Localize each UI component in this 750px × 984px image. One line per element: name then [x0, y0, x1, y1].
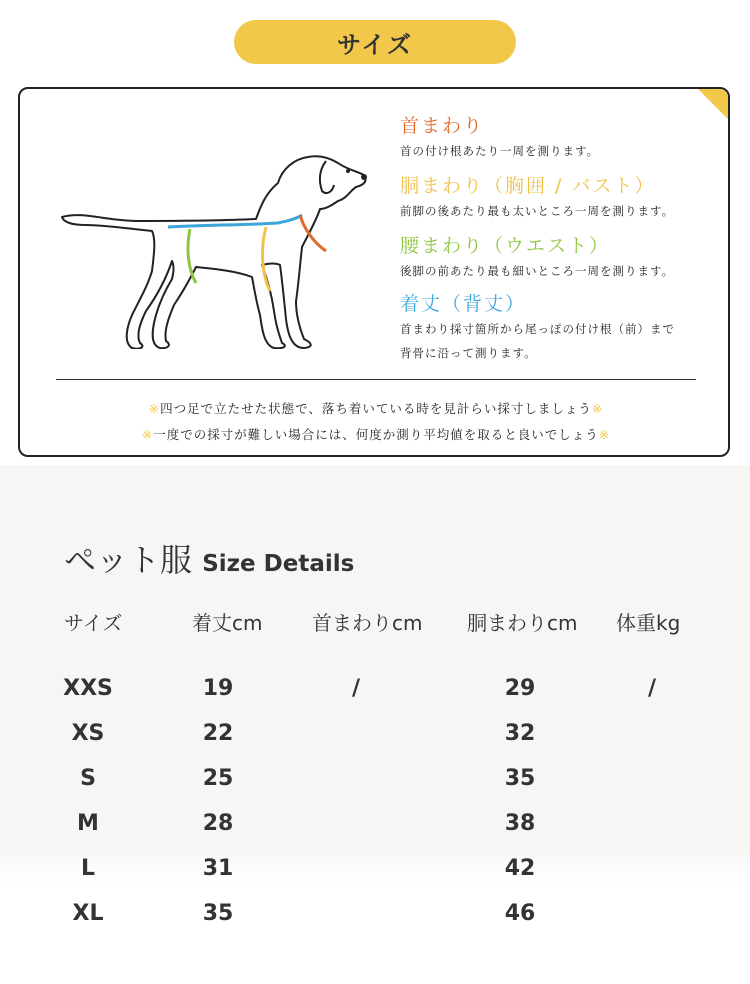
note-2-mark-end: ※	[598, 427, 611, 442]
size-cell: XL	[72, 901, 104, 926]
chest-desc: 前脚の後あたり最も太いところ一周を測ります。	[400, 204, 675, 218]
size-cell: XXS	[63, 676, 113, 701]
details-title	[64, 535, 354, 581]
length-cell: 35	[202, 901, 234, 926]
details-title-sub: Size Details	[202, 551, 355, 577]
neck-cell: /	[351, 676, 361, 701]
length-cell: 22	[202, 721, 234, 746]
header-length: 着丈cm	[192, 611, 263, 635]
waist-title: 腰まわり（ウエスト）	[400, 235, 611, 257]
measurement-guide-box	[18, 87, 730, 457]
dog-eye	[346, 169, 350, 173]
chest-cell: 42	[504, 856, 536, 881]
length-cell: 28	[202, 811, 234, 836]
header-weight: 体重kg	[616, 611, 681, 635]
header-neck: 首まわりcm	[312, 611, 423, 635]
note-2-text: 一度での採寸が難しい場合には、何度か測り平均値を取ると良いでしょう	[153, 427, 599, 442]
note-1-mark-start: ※	[148, 401, 161, 416]
header-size: サイズ	[64, 611, 123, 635]
note-1	[20, 399, 730, 417]
note-1-text: 四つ足で立たせた状態で、落ち着いている時を見計らい採寸しましょう	[160, 401, 592, 416]
chest-line	[263, 227, 270, 291]
corner-triangle-decoration	[696, 87, 730, 121]
chest-cell: 46	[504, 901, 536, 926]
note-1-mark-end: ※	[591, 401, 604, 416]
details-title-main: ペット服	[64, 541, 193, 579]
size-cell: L	[80, 856, 96, 881]
length-cell: 31	[202, 856, 234, 881]
neck-desc: 首の付け根あたり一周を測ります。	[400, 144, 600, 158]
size-cell: M	[77, 811, 99, 836]
back-length-desc-2: 背骨に沿って測ります。	[400, 346, 537, 360]
size-cell: S	[80, 766, 96, 791]
note-2	[20, 425, 730, 443]
neck-title: 首まわり	[400, 115, 485, 137]
length-cell: 19	[202, 676, 234, 701]
size-header-pill	[234, 20, 516, 64]
chest-cell: 38	[504, 811, 536, 836]
chest-cell: 29	[504, 676, 536, 701]
size-header-label: サイズ	[336, 30, 414, 59]
divider-line	[56, 379, 696, 380]
neck-line	[300, 215, 326, 251]
back-length-desc-1: 首まわり採寸箇所から尾っぽの付け根（前）まで	[400, 322, 675, 336]
back-length-title: 着丈（背丈）	[400, 293, 527, 315]
waist-line	[188, 229, 196, 283]
note-2-mark-start: ※	[141, 427, 154, 442]
length-cell: 25	[202, 766, 234, 791]
chest-cell: 32	[504, 721, 536, 746]
waist-desc: 後脚の前あたり最も細いところ一周を測ります。	[400, 264, 675, 278]
size-cell: XS	[71, 721, 105, 746]
chest-cell: 35	[504, 766, 536, 791]
dog-illustration	[56, 139, 376, 349]
header-chest: 胴まわりcm	[467, 611, 578, 635]
weight-cell: /	[647, 676, 657, 701]
dog-ear	[320, 161, 334, 193]
chest-title: 胴まわり（胸囲 / バスト）	[400, 175, 656, 197]
dog-nose	[361, 174, 367, 180]
